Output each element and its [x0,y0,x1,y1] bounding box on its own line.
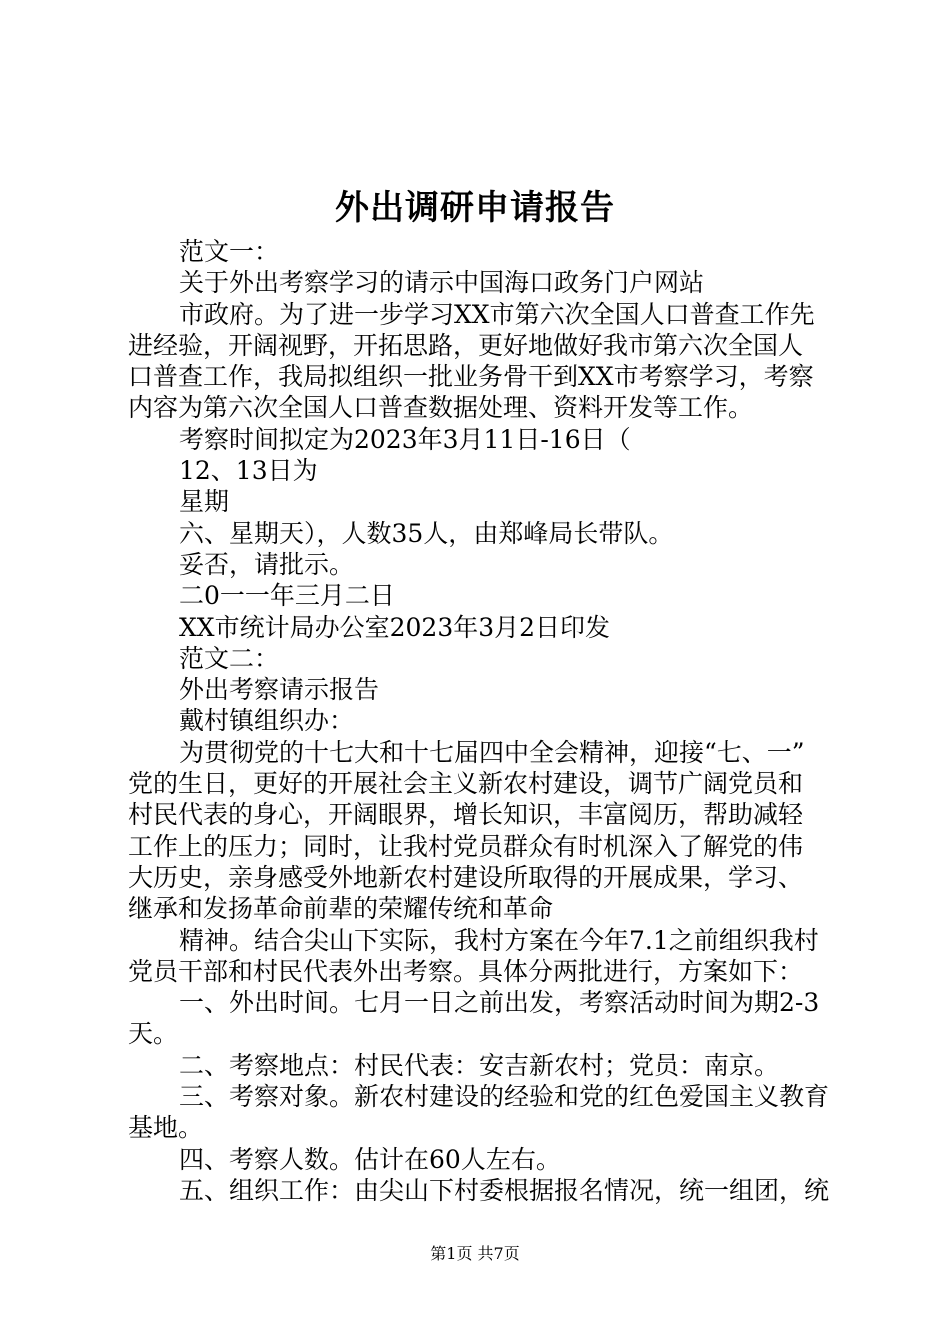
page-footer [0,1242,950,1266]
body-line: 考察时间拟定为2023年3月11日-16日（ [179,424,631,454]
body-line: 戴村镇组织办： [179,706,355,736]
document-body [128,236,832,1206]
body-line: 精神。结合尖山下实际，我村方案在今年7.1之前组织我村 [179,925,819,955]
body-line: 党员干部和村民代表外出考察。具体分两批进行，方案如下： [128,956,804,986]
body-line: 三、考察对象。新农村建设的经验和党的红色爱国主义教育 [179,1082,830,1112]
body-line: 四、考察人数。估计在60人左右。 [179,1144,561,1174]
body-line: 二、考察地点：村民代表：安吉新农村；党员：南京。 [179,1050,780,1080]
page-number: 第1页 共7页 [430,1244,520,1263]
body-line: 内容为第六次全国人口普查数据处理、资料开发等工作。 [128,393,754,423]
body-line: 天。 [128,1019,179,1049]
body-line: 星期 [179,487,230,517]
body-line: 五、组织工作：由尖山下村委根据报名情况，统一组团，统 [179,1175,830,1205]
body-line: 一、外出时间。七月一日之前出发，考察活动时间为期2-3 [179,988,820,1018]
body-line: 外出考察请示报告 [179,675,380,705]
body-line: 妥否，请批示。 [179,549,355,579]
body-line: 市政府。为了进一步学习XX市第六次全国人口普查工作先 [179,299,815,329]
body-line: 工作上的压力；同时，让我村党员群众有时机深入了解党的伟 [128,831,804,861]
body-line: XX市统计局办公室2023年3月2日印发 [179,612,611,642]
body-line: 基地。 [128,1113,204,1143]
body-line: 党的生日，更好的开展社会主义新农村建设，调节广阔党员和 [128,769,804,799]
body-line: 范文二： [179,643,280,673]
body-line: 村民代表的身心，开阔眼界，增长知识，丰富阅历，帮助减轻 [128,800,804,830]
page-title: 外出调研申请报告 [335,188,615,228]
body-line: 12、13日为 [179,456,318,486]
body-line: 进经验，开阔视野，开拓思路，更好地做好我市第六次全国人 [128,330,804,360]
body-line: 关于外出考察学习的请示中国海口政务门户网站 [179,268,705,298]
body-line: 二0一一年三月二日 [179,581,395,611]
body-line: 大历史，亲身感受外地新农村建设所取得的开展成果，学习、 [128,862,804,892]
body-line: 为贯彻党的十七大和十七届四中全会精神，迎接“七、一” [179,737,805,767]
body-line: 范文一： [179,237,280,266]
body-line: 继承和发扬革命前辈的荣耀传统和革命 [128,894,554,924]
body-line: 口普查工作，我局拟组织一批业务骨干到XX市考察学习，考察 [128,362,814,392]
body-line: 六、星期天），人数35人，由郑峰局长带队。 [179,518,674,548]
